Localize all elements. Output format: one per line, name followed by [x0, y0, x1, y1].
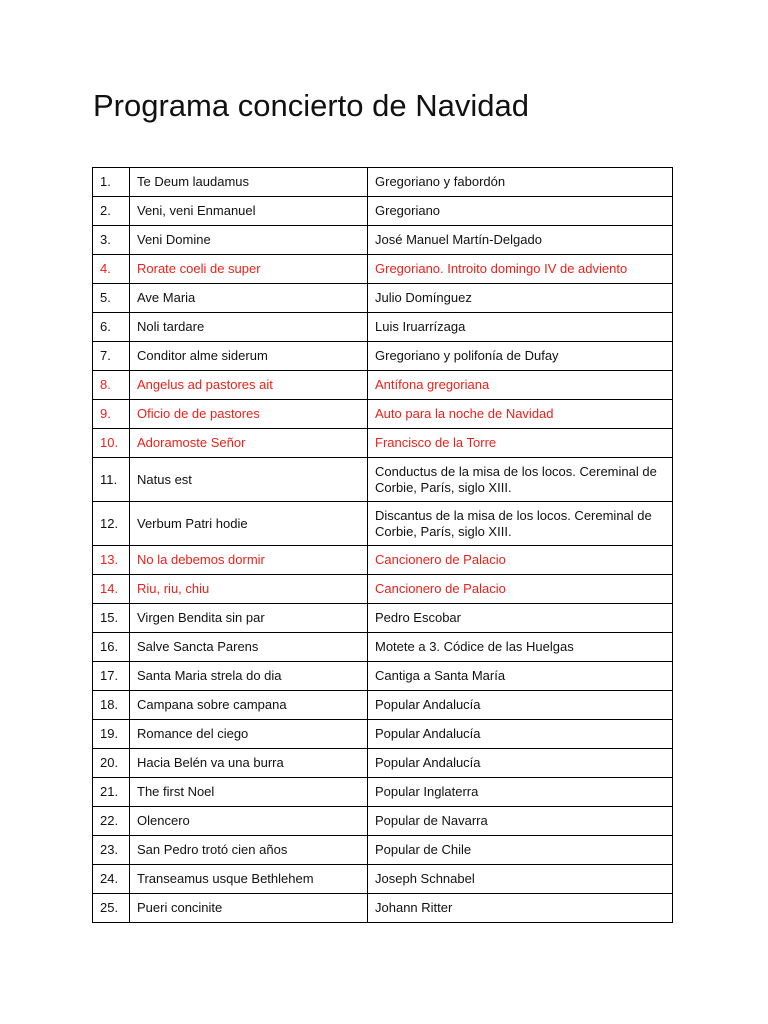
table-row [93, 226, 673, 255]
work-source: Popular Andalucía [368, 749, 673, 778]
item-number: 1. [93, 168, 130, 197]
work-source: Popular de Chile [368, 836, 673, 865]
work-source: Popular Inglaterra [368, 778, 673, 807]
work-title: Ave Maria [130, 284, 368, 313]
work-title: Oficio de de pastores [130, 400, 368, 429]
table-row [93, 458, 673, 502]
work-title: Adoramoste Señor [130, 429, 368, 458]
work-source: Motete a 3. Códice de las Huelgas [368, 633, 673, 662]
table-row [93, 691, 673, 720]
work-source: Johann Ritter [368, 894, 673, 923]
work-source: Antífona gregoriana [368, 371, 673, 400]
item-number: 7. [93, 342, 130, 371]
work-source: José Manuel Martín-Delgado [368, 226, 673, 255]
work-title: Riu, riu, chiu [130, 575, 368, 604]
table-row [93, 371, 673, 400]
work-title: Verbum Patri hodie [130, 502, 368, 546]
table-row [93, 313, 673, 342]
item-number: 21. [93, 778, 130, 807]
work-title: Noli tardare [130, 313, 368, 342]
item-number: 18. [93, 691, 130, 720]
program-table-body [93, 168, 673, 923]
work-source: Popular Andalucía [368, 691, 673, 720]
table-row [93, 662, 673, 691]
table-row [93, 894, 673, 923]
item-number: 6. [93, 313, 130, 342]
work-title: Campana sobre campana [130, 691, 368, 720]
work-title: Veni, veni Enmanuel [130, 197, 368, 226]
table-row [93, 778, 673, 807]
work-title: Salve Sancta Parens [130, 633, 368, 662]
work-title: Olencero [130, 807, 368, 836]
work-source: Gregoriano y polifonía de Dufay [368, 342, 673, 371]
item-number: 23. [93, 836, 130, 865]
work-source: Popular de Navarra [368, 807, 673, 836]
work-title: The first Noel [130, 778, 368, 807]
work-title: Hacia Belén va una burra [130, 749, 368, 778]
item-number: 14. [93, 575, 130, 604]
item-number: 5. [93, 284, 130, 313]
table-row [93, 807, 673, 836]
work-source: Cantiga a Santa María [368, 662, 673, 691]
item-number: 20. [93, 749, 130, 778]
item-number: 10. [93, 429, 130, 458]
work-title: Natus est [130, 458, 368, 502]
work-title: No la debemos dormir [130, 546, 368, 575]
work-source: Luis Iruarrízaga [368, 313, 673, 342]
page-title: Programa concierto de Navidad [93, 88, 529, 123]
work-source: Francisco de la Torre [368, 429, 673, 458]
table-row [93, 429, 673, 458]
table-row [93, 400, 673, 429]
table-row [93, 255, 673, 284]
work-title: Santa Maria strela do dia [130, 662, 368, 691]
item-number: 17. [93, 662, 130, 691]
work-title: Angelus ad pastores ait [130, 371, 368, 400]
table-row [93, 749, 673, 778]
table-row [93, 633, 673, 662]
work-source: Gregoriano. Introito domingo IV de adviento [368, 255, 673, 284]
work-title: Te Deum laudamus [130, 168, 368, 197]
work-source: Popular Andalucía [368, 720, 673, 749]
table-row [93, 342, 673, 371]
item-number: 11. [93, 458, 130, 502]
table-row [93, 604, 673, 633]
table-row [93, 865, 673, 894]
work-source: Pedro Escobar [368, 604, 673, 633]
work-source: Cancionero de Palacio [368, 546, 673, 575]
item-number: 9. [93, 400, 130, 429]
item-number: 8. [93, 371, 130, 400]
work-title: San Pedro trotó cien años [130, 836, 368, 865]
table-row [93, 502, 673, 546]
work-title: Conditor alme siderum [130, 342, 368, 371]
work-source: Conductus de la misa de los locos. Cereminal de Corbie, París, siglo XIII. [368, 458, 673, 502]
item-number: 4. [93, 255, 130, 284]
work-title: Veni Domine [130, 226, 368, 255]
table-row [93, 575, 673, 604]
item-number: 24. [93, 865, 130, 894]
table-row [93, 720, 673, 749]
item-number: 15. [93, 604, 130, 633]
program-table [92, 167, 673, 923]
item-number: 25. [93, 894, 130, 923]
work-title: Pueri concinite [130, 894, 368, 923]
work-title: Romance del ciego [130, 720, 368, 749]
work-title: Rorate coeli de super [130, 255, 368, 284]
work-source: Joseph Schnabel [368, 865, 673, 894]
item-number: 12. [93, 502, 130, 546]
item-number: 19. [93, 720, 130, 749]
table-row [93, 197, 673, 226]
table-row [93, 546, 673, 575]
item-number: 16. [93, 633, 130, 662]
item-number: 2. [93, 197, 130, 226]
item-number: 3. [93, 226, 130, 255]
work-source: Cancionero de Palacio [368, 575, 673, 604]
work-title: Virgen Bendita sin par [130, 604, 368, 633]
table-row [93, 836, 673, 865]
work-source: Auto para la noche de Navidad [368, 400, 673, 429]
work-source: Julio Domínguez [368, 284, 673, 313]
table-row [93, 168, 673, 197]
work-title: Transeamus usque Bethlehem [130, 865, 368, 894]
work-source: Gregoriano y fabordón [368, 168, 673, 197]
work-source: Gregoriano [368, 197, 673, 226]
item-number: 13. [93, 546, 130, 575]
table-row [93, 284, 673, 313]
item-number: 22. [93, 807, 130, 836]
work-source: Discantus de la misa de los locos. Cereminal de Corbie, París, siglo XIII. [368, 502, 673, 546]
